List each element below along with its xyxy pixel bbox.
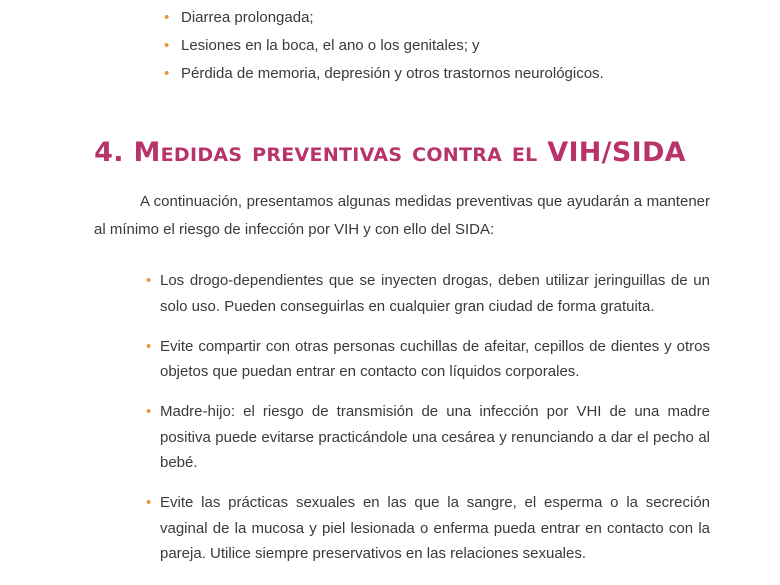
intro-paragraph: A continuación, presentamos algunas medidas preventivas que ayudarán a mantener al mínimo el riesgo de infección por VIH y con ello del SIDA:: [94, 193, 710, 238]
list-item: [146, 268, 710, 319]
list-item-text: Lesiones en la boca, el ano o los genitales; y: [181, 37, 480, 54]
list-item-text: Evite las prácticas sexuales en las que la sangre, el esperma o la secreción vaginal de la mucosa y piel lesionada o enferma pueda entrar en contacto con la pareja. Utilice siempre preservativos en las relaciones sexuales.: [160, 494, 710, 562]
list-item-text: Diarrea prolongada;: [181, 9, 314, 26]
list-item-text: Madre-hijo: el riesgo de transmisión de una infección por VHI de una madre positiva puede evitarse practicándole una cesárea y renunciando a dar el pecho al bebé.: [160, 403, 710, 471]
list-item-text: Evite compartir con otras personas cuchillas de afeitar, cepillos de dientes y otros objetos que puedan entrar en contacto con líquidos corporales.: [160, 337, 710, 380]
list-item: [146, 399, 710, 476]
list-item: [164, 4, 604, 32]
list-item: [146, 490, 710, 567]
bullet-icon: •: [146, 403, 152, 420]
bullet-icon: •: [146, 337, 152, 355]
bullet-icon: •: [164, 37, 170, 54]
bullet-icon: •: [164, 65, 170, 82]
list-item-text: Pérdida de memoria, depresión y otros trastornos neurológicos.: [181, 65, 604, 82]
bullet-icon: •: [146, 494, 152, 511]
list-item-text: Los drogo-dependientes que se inyecten drogas, deben utilizar jeringuillas de un solo uso. Pueden conseguirlas en cualquier gran ciudad de forma gratuita.: [160, 272, 710, 315]
preventive-measures-list: [146, 268, 710, 581]
list-item: [164, 60, 604, 88]
list-item: [164, 32, 604, 60]
symptom-list: [164, 4, 604, 88]
bullet-icon: •: [164, 9, 170, 26]
bullet-icon: •: [146, 272, 152, 289]
list-item: [146, 334, 710, 385]
section-heading: 4. Medidas preventivas contra el VIH/SIDA: [94, 137, 686, 168]
